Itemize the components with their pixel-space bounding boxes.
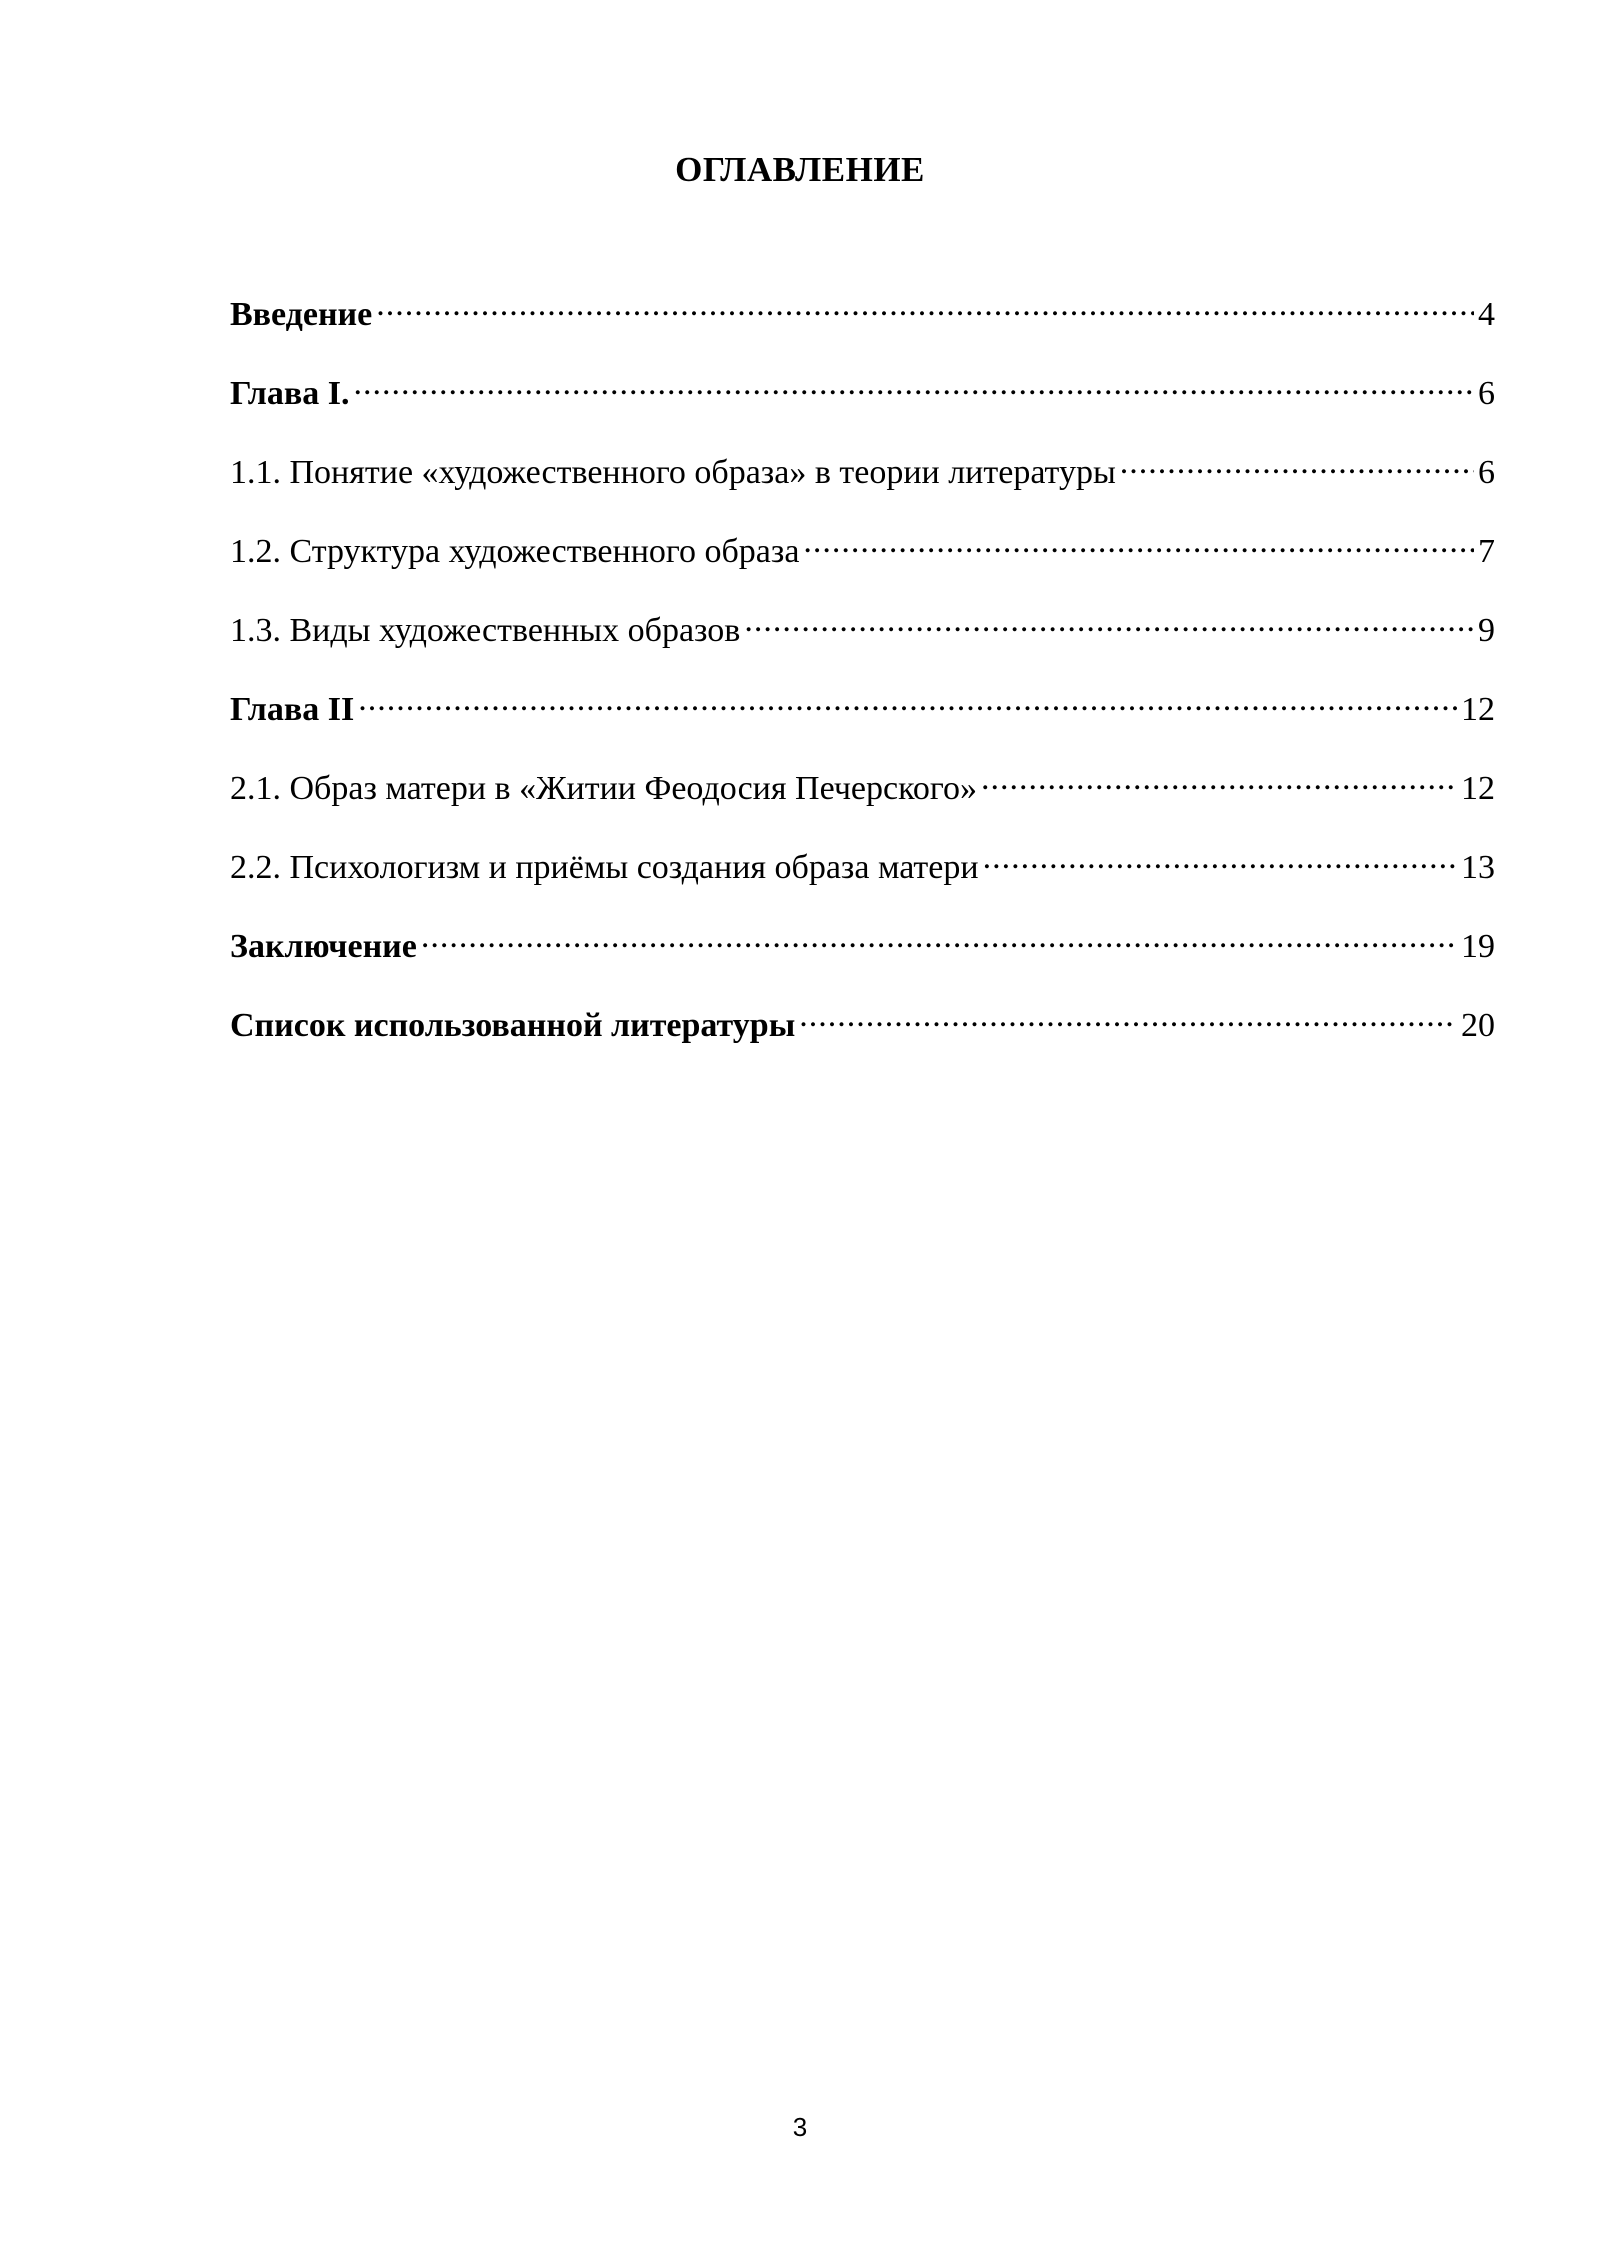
table-of-contents [230, 285, 1495, 1075]
toc-entry-page: 20 [1461, 1007, 1495, 1044]
page-number: 3 [792, 2112, 808, 2142]
toc-entry-label: 2.2. Психологизм и приёмы создания образа матери [230, 849, 979, 886]
toc-entry-introduction[interactable] [230, 285, 1495, 364]
toc-entry-label: 1.2. Структура художественного образа [230, 533, 800, 570]
toc-entry-page: 9 [1478, 612, 1495, 649]
toc-entry-page: 12 [1461, 770, 1495, 807]
toc-entry-section-1-3[interactable] [230, 601, 1495, 680]
toc-entry-section-2-2[interactable] [230, 838, 1495, 917]
dot-leader [981, 759, 1457, 799]
toc-entry-page: 7 [1478, 533, 1495, 570]
dot-leader [421, 917, 1457, 957]
dot-leader [1120, 443, 1474, 483]
toc-entry-label: Заключение [230, 928, 417, 965]
toc-entry-label: Глава II [230, 691, 355, 728]
toc-entry-section-1-2[interactable] [230, 522, 1495, 601]
dot-leader [358, 680, 1457, 720]
toc-entry-references[interactable] [230, 996, 1495, 1075]
toc-entry-label: 2.1. Образ матери в «Житии Феодосия Печерского» [230, 770, 977, 807]
toc-entry-page: 6 [1478, 375, 1495, 412]
toc-entry-page: 6 [1478, 454, 1495, 491]
dot-leader [744, 601, 1474, 641]
dot-leader [983, 838, 1457, 878]
toc-entry-page: 13 [1461, 849, 1495, 886]
dot-leader [353, 364, 1474, 404]
toc-entry-label: Список использованной литературы [230, 1007, 796, 1044]
toc-entry-section-1-1[interactable] [230, 443, 1495, 522]
toc-entry-label: 1.1. Понятие «художественного образа» в теории литературы [230, 454, 1116, 491]
toc-entry-chapter-1[interactable] [230, 364, 1495, 443]
dot-leader [376, 285, 1474, 325]
toc-entry-page: 4 [1478, 296, 1495, 333]
toc-entry-conclusion[interactable] [230, 917, 1495, 996]
toc-entry-section-2-1[interactable] [230, 759, 1495, 838]
toc-entry-label: Глава I. [230, 375, 350, 412]
page-title: ОГЛАВЛЕНИЕ [675, 150, 925, 189]
toc-entry-page: 12 [1461, 691, 1495, 728]
dot-leader [803, 522, 1474, 562]
toc-entry-page: 19 [1461, 928, 1495, 965]
dot-leader [799, 996, 1457, 1036]
toc-entry-chapter-2[interactable] [230, 680, 1495, 759]
toc-entry-label: 1.3. Виды художественных образов [230, 612, 741, 649]
toc-entry-label: Введение [230, 296, 373, 333]
